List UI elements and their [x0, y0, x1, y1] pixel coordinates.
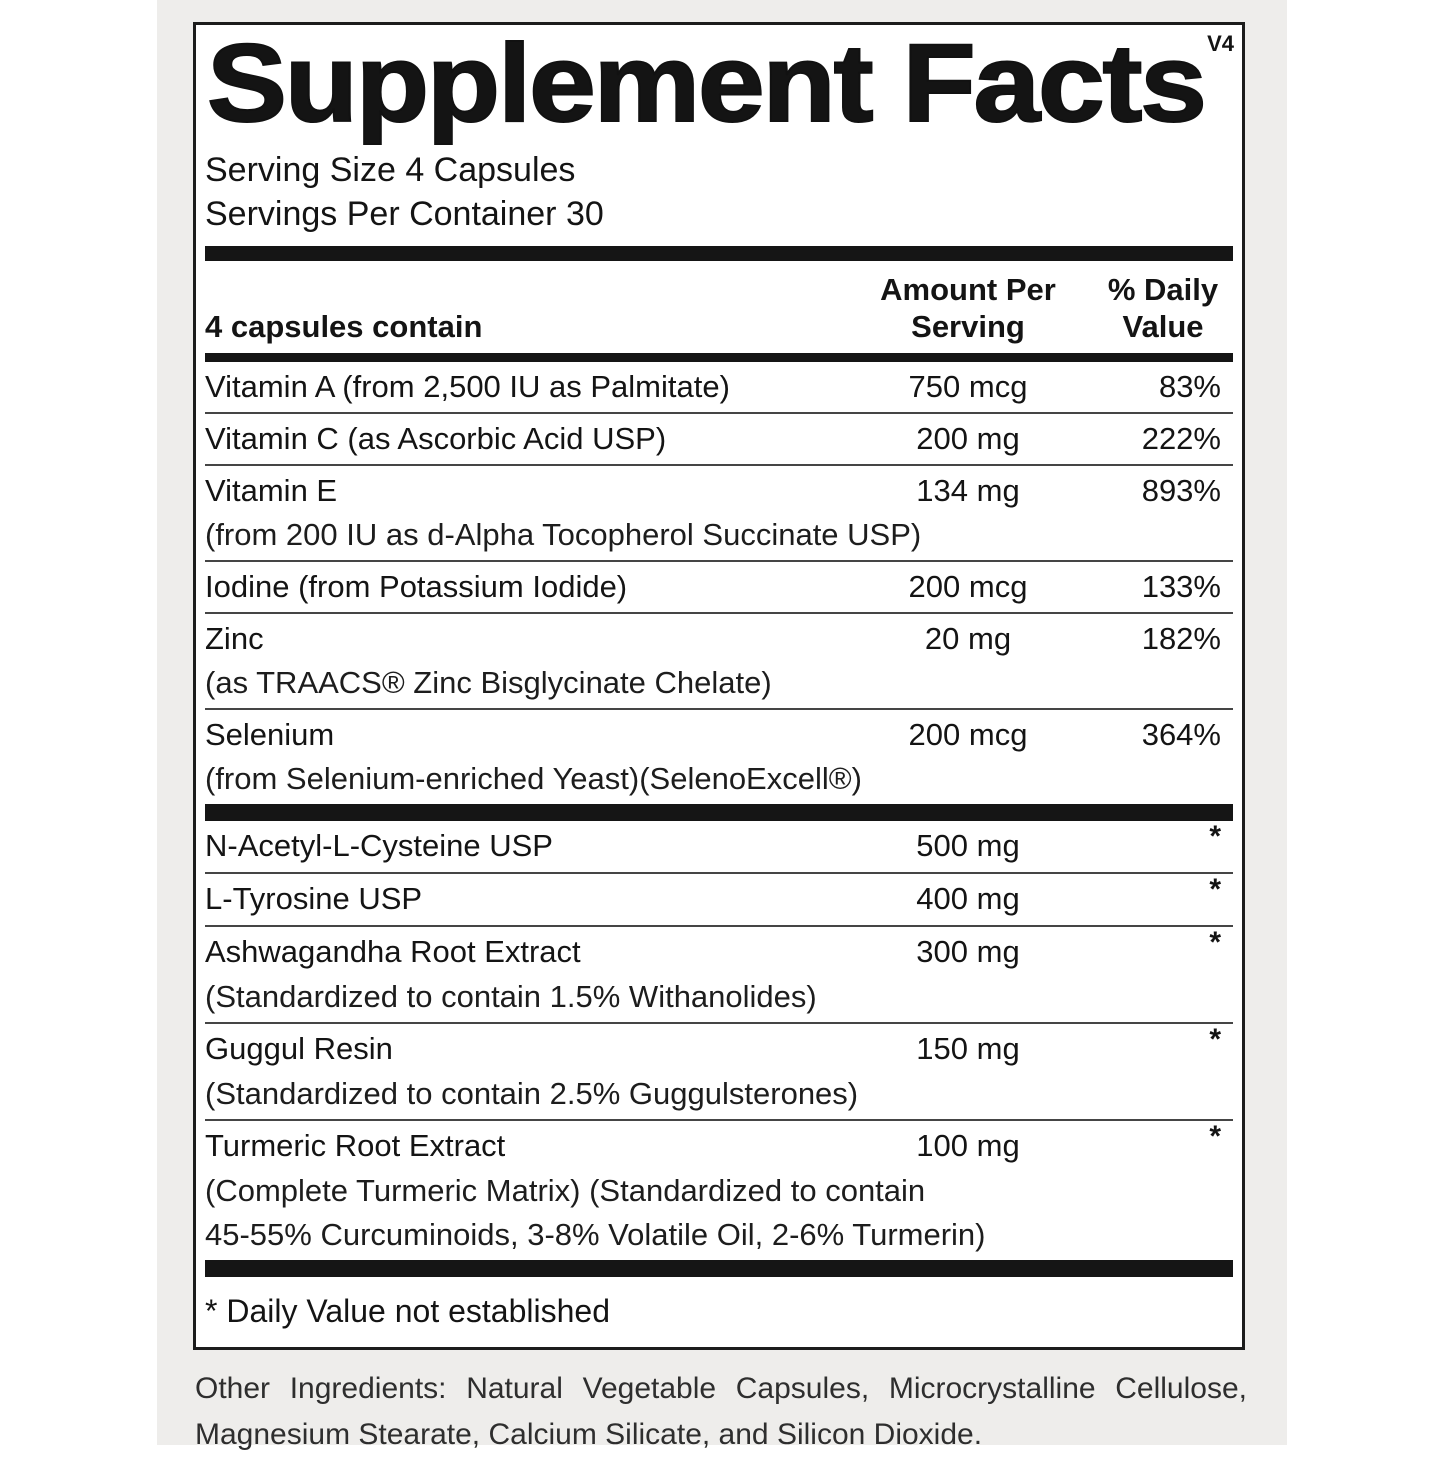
divider-bar-header: [205, 353, 1233, 362]
table-row: [205, 612, 1233, 708]
table-row: [205, 708, 1233, 804]
column-header-amount: [843, 271, 1093, 345]
ingredient-name: N-Acetyl-L-Cysteine USP: [205, 828, 553, 864]
ingredient-detail: (Standardized to contain 1.5% Withanolides): [205, 979, 817, 1015]
table-header: [205, 261, 1233, 353]
amount-value: 200 mg: [916, 421, 1020, 457]
divider-bar-section: [205, 804, 1233, 821]
daily-value-footnote: * Daily Value not established: [205, 1293, 610, 1330]
amount-value: 134 mg: [916, 473, 1020, 509]
table-row: [205, 925, 1233, 1022]
other-ingredients-line1: Other Ingredients: Natural Vegetable Capsules, Microcrystalline Cellulose,: [195, 1372, 1247, 1406]
daily-value-asterisk: *: [1209, 820, 1221, 854]
table-row: [205, 1022, 1233, 1119]
divider-bar-bottom: [205, 1260, 1233, 1277]
other-ingredients-line2: Magnesium Stearate, Calcium Silicate, and Silicon Dioxide.: [195, 1418, 983, 1452]
ingredient-name: L-Tyrosine USP: [205, 881, 423, 917]
daily-value-asterisk: *: [1209, 873, 1221, 907]
label-background-card: [157, 0, 1287, 1452]
ingredient-name: Ashwagandha Root Extract: [205, 934, 581, 970]
amount-value: 300 mg: [916, 934, 1020, 970]
ingredient-detail: (as TRAACS® Zinc Bisglycinate Chelate): [205, 665, 772, 701]
table-row: [205, 362, 1233, 412]
daily-value: 893%: [1141, 473, 1221, 509]
table-row: [205, 560, 1233, 612]
ingredient-name: Vitamin A (from 2,500 IU as Palmitate): [205, 369, 730, 405]
ingredient-name: Guggul Resin: [205, 1031, 393, 1067]
amount-value: 750 mcg: [908, 369, 1028, 405]
amount-value: 200 mcg: [908, 717, 1028, 753]
daily-value: 133%: [1141, 569, 1221, 605]
ingredient-name: Vitamin E: [205, 473, 338, 509]
table-row: [205, 821, 1233, 872]
vitamins-section: [205, 362, 1233, 804]
ingredient-name: Vitamin C (as Ascorbic Acid USP): [205, 421, 667, 457]
ingredient-name: Zinc: [205, 621, 264, 657]
other-ingredients: [195, 1366, 1247, 1458]
column-header-dv-line1: % Daily: [1107, 272, 1219, 308]
botanicals-section: [205, 821, 1233, 1260]
amount-value: 500 mg: [916, 828, 1020, 864]
column-header-amount-line1: Amount Per: [880, 272, 1056, 308]
serving-size: Serving Size 4 Capsules: [205, 151, 576, 190]
divider-bar-top: [205, 246, 1233, 261]
serving-info: [205, 148, 1233, 236]
ingredient-detail: (from 200 IU as d-Alpha Tocopherol Succinate USP): [205, 517, 922, 553]
amount-value: 150 mg: [916, 1031, 1020, 1067]
table-row: [205, 872, 1233, 925]
ingredient-detail: (from Selenium-enriched Yeast)(SelenoExcell®): [205, 761, 862, 797]
column-header-contains: 4 capsules contain: [205, 309, 483, 345]
supplement-facts-panel: [193, 22, 1245, 1350]
version-tag: V4: [1207, 31, 1234, 56]
daily-value-asterisk: *: [1209, 1023, 1221, 1057]
daily-value: 83%: [1158, 369, 1221, 405]
daily-value: 182%: [1141, 621, 1221, 657]
daily-value: 222%: [1141, 421, 1221, 457]
ingredient-name: Iodine (from Potassium Iodide): [205, 569, 628, 605]
ingredient-name: Turmeric Root Extract: [205, 1128, 506, 1164]
amount-value: 400 mg: [916, 881, 1020, 917]
servings-per-container: Servings Per Container 30: [205, 195, 604, 234]
column-header-amount-line2: Serving: [911, 309, 1025, 345]
amount-value: 100 mg: [916, 1128, 1020, 1164]
page-title: Supplement Facts: [207, 22, 1205, 145]
column-header-daily-value: [1093, 271, 1233, 345]
table-row: [205, 1119, 1233, 1260]
column-header-dv-line2: Value: [1122, 309, 1204, 345]
ingredient-detail: (Complete Turmeric Matrix) (Standardized to contain: [205, 1173, 926, 1209]
ingredient-name: Selenium: [205, 717, 335, 753]
amount-value: 200 mcg: [908, 569, 1028, 605]
table-row: [205, 464, 1233, 560]
ingredient-detail: (Standardized to contain 2.5% Guggulsterones): [205, 1076, 859, 1112]
amount-value: 20 mg: [924, 621, 1012, 657]
daily-value-asterisk: *: [1209, 1120, 1221, 1154]
daily-value: 364%: [1141, 717, 1221, 753]
table-row: [205, 412, 1233, 464]
ingredient-detail: 45-55% Curcuminoids, 3-8% Volatile Oil, 2-6% Turmerin): [205, 1217, 986, 1253]
daily-value-asterisk: *: [1209, 926, 1221, 960]
